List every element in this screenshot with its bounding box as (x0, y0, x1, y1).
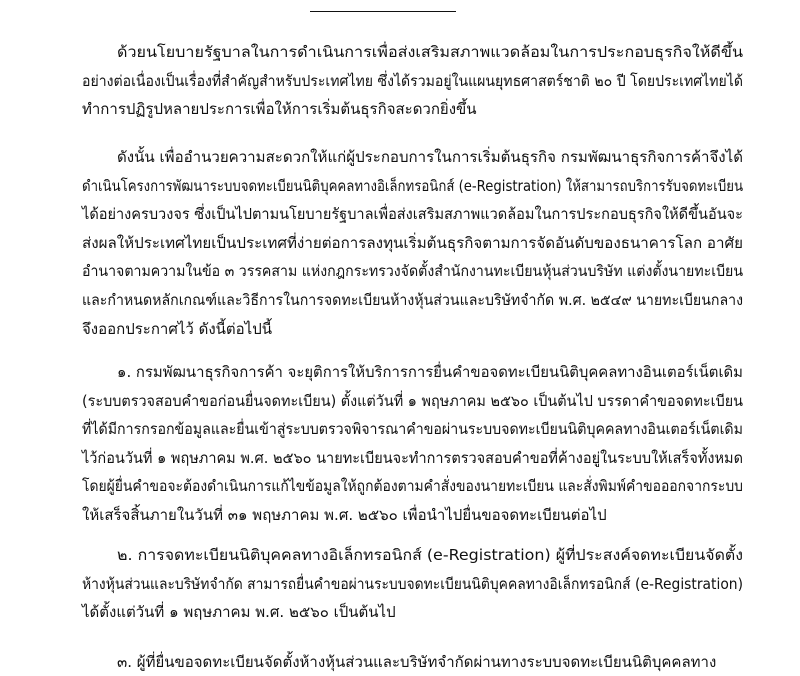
paragraph-1-line-3: ทำการปฏิรูปหลายประการเพื่อให้การเริ่มต้นธุรกิจสะดวกยิ่งขึ้น (82, 100, 477, 119)
paragraph-2-line-7: จึงออกประกาศไว้ ดังนี้ต่อไปนี้ (82, 319, 272, 338)
paragraph-2-line-3: ได้อย่างครบวงจร ซึ่งเป็นไปตามนโยบายรัฐบาลเพื่อส่งเสริมสภาพแวดล้อมในการประกอบธุรกิจให้ดีขึ้นอันจะ (82, 205, 743, 224)
paragraph-1-line-2: อย่างต่อเนื่องเป็นเรื่องที่สำคัญสำหรับประเทศไทย ซึ่งได้รวมอยู่ในแผนยุทธศาสตร์ชาติ ๒๐ ปี โดยประเทศไทยได้ (82, 71, 743, 90)
paragraph-1-line-1: ด้วยนโยบายรัฐบาลในการดำเนินการเพื่อส่งเสริมสภาพแวดล้อมในการประกอบธุรกิจให้ดีขึ้น (117, 43, 743, 61)
paragraph-4-line-2: ห้างหุ้นส่วนและบริษัทจำกัด สามารถยื่นคำขอผ่านระบบจดทะเบียนนิติบุคคลทางอิเล็กทรอนิกส์ (e-Registration) (82, 574, 743, 593)
paragraph-3-line-5: โดยผู้ยื่นคำขอจะต้องดำเนินการแก้ไขข้อมูลให้ถูกต้องตามคำสั่งของนายทะเบียน และสั่งพิมพ์คำขอออกจากระบบ (82, 477, 743, 496)
paragraph-2-line-6: และกำหนดหลักเกณฑ์และวิธีการในการจดทะเบียนห้างหุ้นส่วนและบริษัทจำกัด พ.ศ. ๒๕๔๙ นายทะเบียนกลาง (82, 291, 743, 309)
paragraph-2-line-2: ดำเนินโครงการพัฒนาระบบจดทะเบียนนิติบุคคลทางอิเล็กทรอนิกส์ (e-Registration) ให้สามารถบริการรับจดทะเบียน (82, 176, 743, 195)
paragraph-3-line-6: ให้เสร็จสิ้นภายในวันที่ ๓๑ พฤษภาคม พ.ศ. ๒๕๖๐ เพื่อนำไปยื่นขอจดทะเบียนต่อไป (82, 506, 607, 524)
paragraph-3-line-3: ที่ได้มีการกรอกข้อมูลและยื่นเข้าสู่ระบบตรวจพิจารณาคำขอผ่านระบบจดทะเบียนนิติบุคคลทางอินเตอร์เน็ตเดิม (82, 420, 743, 439)
paragraph-2-line-5: อำนาจตามความในข้อ ๓ วรรคสาม แห่งกฎกระทรวงจัดตั้งสำนักงานทะเบียนหุ้นส่วนบริษัท แต่งตั้งนายทะเบียน (82, 262, 743, 281)
header-rule (310, 11, 456, 12)
paragraph-3-line-1: ๑. กรมพัฒนาธุรกิจการค้า จะยุติการให้บริการการยื่นคำขอจดทะเบียนนิติบุคคลทางอินเตอร์เน็ตเดิม (117, 363, 743, 381)
paragraph-3-line-4: ไว้ก่อนวันที่ ๑ พฤษภาคม พ.ศ. ๒๕๖๐ นายทะเบียนจะทำการตรวจสอบคำขอที่ค้างอยู่ในระบบให้เสร็จทั้งหมด (82, 448, 743, 467)
paragraph-2-line-4: ส่งผลให้ประเทศไทยเป็นประเทศที่ง่ายต่อการลงทุนเริ่มต้นธุรกิจตามการจัดอันดับของธนาคารโลก อาศัย (82, 233, 743, 252)
paragraph-3-line-2: (ระบบตรวจสอบคำขอก่อนยื่นจดทะเบียน) ตั้งแต่วันที่ ๑ พฤษภาคม ๒๕๖๐ เป็นต้นไป บรรดาคำขอจดทะเบียน (82, 391, 743, 410)
paragraph-2-line-1: ดังนั้น เพื่ออำนวยความสะดวกให้แก่ผู้ประกอบการในการเริ่มต้นธุรกิจ กรมพัฒนาธุรกิจการค้าจึงได้ (117, 148, 744, 166)
paragraph-4-line-3: ได้ตั้งแต่วันที่ ๑ พฤษภาคม พ.ศ. ๒๕๖๐ เป็นต้นไป (82, 603, 396, 622)
paragraph-4-line-1: ๒. การจดทะเบียนนิติบุคคลทางอิเล็กทรอนิกส์ (e-Registration) ผู้ที่ประสงค์จดทะเบียนจัดตั้ง (117, 546, 743, 564)
paragraph-5-line-1: ๓. ผู้ที่ยื่นขอจดทะเบียนจัดตั้งห้างหุ้นส่วนและบริษัทจำกัดผ่านทางระบบจดทะเบียนนิติบุคคลทาง (117, 653, 717, 671)
